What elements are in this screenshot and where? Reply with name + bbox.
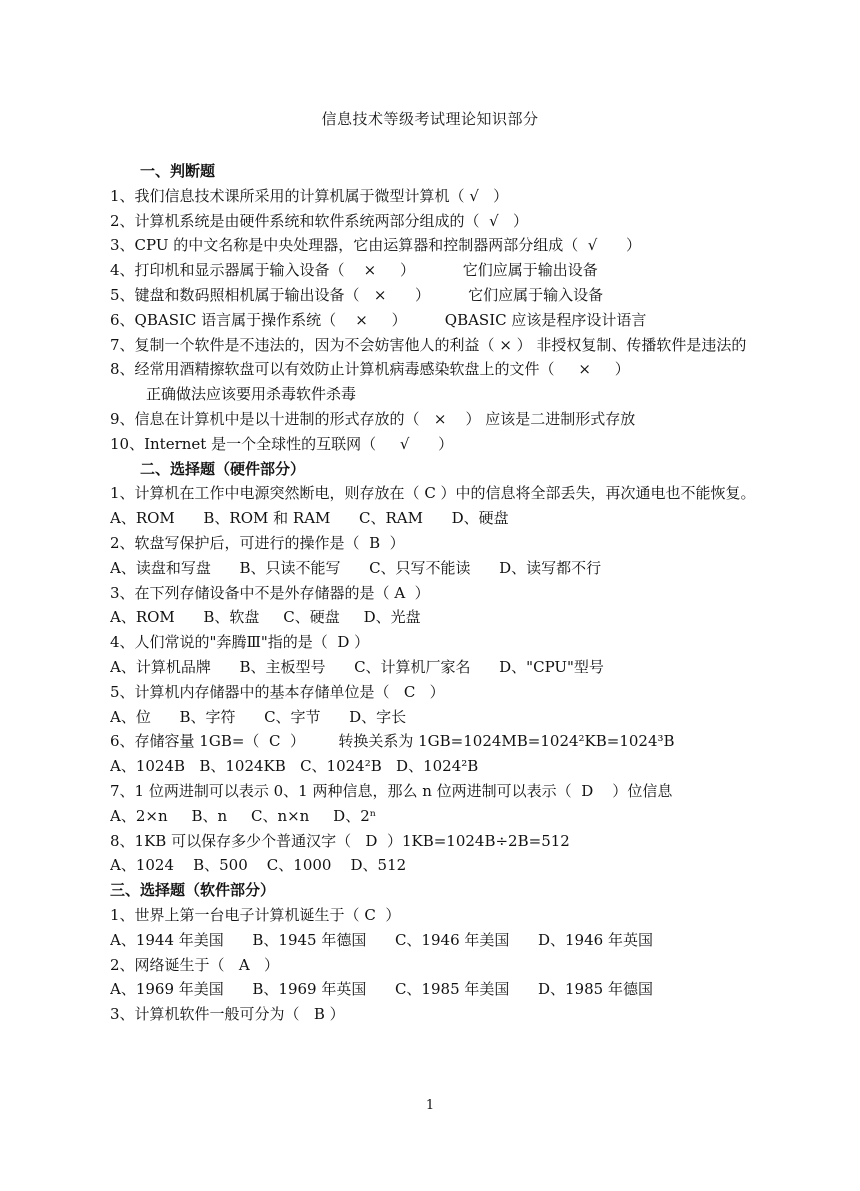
text-line: 9、信息在计算机中是以十进制的形式存放的（ × ） 应该是二进制形式存放 [110,409,636,428]
text-line: A、计算机品牌 B、主板型号 C、计算机厂家名 D、"CPU"型号 [110,657,604,676]
text-line: 6、存储容量 1GB=（ C ） 转换关系为 1GB=1024MB=1024²KB=1024³B [110,732,675,751]
section-heading: 三、选择题（软件部分） [110,881,276,900]
text-line: 2、计算机系统是由硬件系统和软件系统两部分组成的（ √ ） [110,211,528,230]
text-line: 3、计算机软件一般可分为（ B ） [110,1005,345,1024]
text-line: 4、打印机和显示器属于输入设备（ × ） 它们应属于输出设备 [110,261,598,280]
text-line: 8、经常用酒精擦软盘可以有效防止计算机病毒感染软盘上的文件（ × ） [110,360,630,379]
text-line: 4、人们常说的"奔腾Ⅲ"指的是（ D ） [110,633,370,652]
text-line: 1、计算机在工作中电源突然断电，则存放在（ C ）中的信息将全部丢失，再次通电也不能恢复。 [110,484,756,503]
text-line: A、1944 年美国 B、1945 年德国 C、1946 年美国 D、1946 年英国 [110,930,653,949]
text-line: A、1024B B、1024KB C、1024²B D、1024²B [110,757,479,776]
text-line: 3、在下列存储设备中不是外存储器的是（ A ） [110,583,430,602]
text-line: A、2×n B、n C、n×n D、2ⁿ [110,806,377,825]
section-heading: 二、选择题（硬件部分） [140,459,306,478]
section-heading: 一、判断题 [140,162,216,180]
text-line: 5、键盘和数码照相机属于输出设备（ × ） 它们应属于输入设备 [110,285,604,304]
text-line: 6、QBASIC 语言属于操作系统（ × ） QBASIC 应该是程序设计语言 [110,310,647,329]
text-line: A、1024 B、500 C、1000 D、512 [110,856,407,875]
text-line: 3、CPU 的中文名称是中央处理器，它由运算器和控制器两部分组成（ √ ） [110,236,641,255]
text-line: A、1969 年美国 B、1969 年英国 C、1985 年美国 D、1985 年德国 [110,980,653,999]
text-line: 8、1KB 可以保存多少个普通汉字（ D ）1KB=1024B÷2B=512 [110,831,570,850]
text-line: 7、1 位两进制可以表示 0、1 两种信息，那么 n 位两进制可以表示（ D ）位信息 [110,781,673,800]
text-line: A、ROM B、软盘 C、硬盘 D、光盘 [110,608,421,627]
text-line: A、位 B、字符 C、字节 D、字长 [110,707,407,726]
document-body [110,159,778,1027]
text-line: 10、Internet 是一个全球性的互联网（ √ ） [110,434,454,453]
text-line: A、读盘和写盘 B、只读不能写 C、只写不能读 D、读写都不行 [110,558,602,577]
document-title: 信息技术等级考试理论知识部分 [321,110,539,128]
page-number: 1 [425,1098,435,1113]
text-line: 2、网络诞生于（ A ） [110,955,279,974]
text-line: A、ROM B、ROM 和 RAM C、RAM D、硬盘 [110,509,509,528]
text-line: 1、世界上第一台电子计算机诞生于（ C ） [110,905,401,924]
text-line: 正确做法应该要用杀毒软件杀毒 [146,385,357,404]
text-line: 5、计算机内存储器中的基本存储单位是（ C ） [110,682,445,701]
text-line: 7、复制一个软件是不违法的，因为不会妨害他人的利益（ × ） 非授权复制、传播软件是违法的 [110,335,747,354]
text-line: 2、软盘写保护后，可进行的操作是（ B ） [110,533,405,552]
text-line: 1、我们信息技术课所采用的计算机属于微型计算机（ √ ） [110,186,509,205]
